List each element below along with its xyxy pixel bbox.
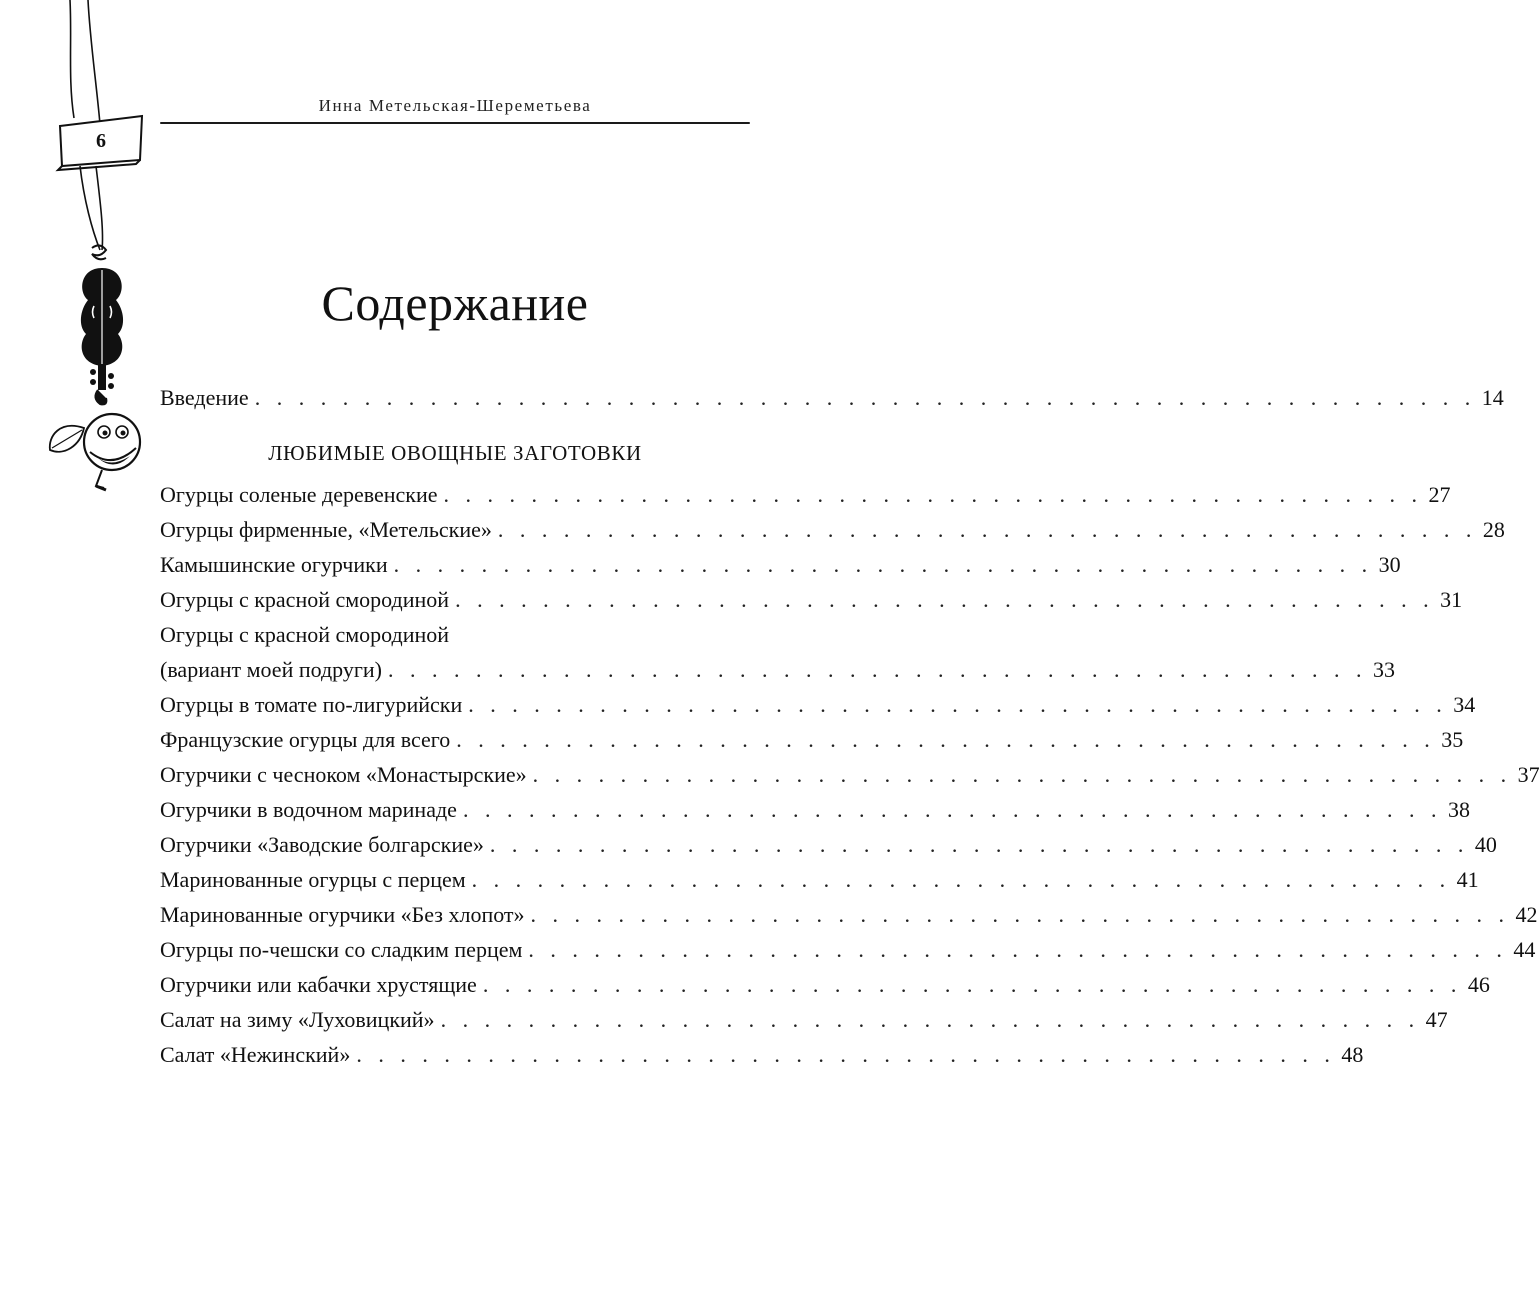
toc-entry-page: 14 <box>1481 385 1504 410</box>
toc-entry-label: Огурчики «Заводские болгарские» <box>160 832 484 857</box>
toc-entry-label: Огурчики или кабачки хрустящие <box>160 972 477 997</box>
toc-entry-page: 44 <box>1513 937 1536 962</box>
toc-entry-page: 38 <box>1447 797 1470 822</box>
toc-entry-page: 27 <box>1428 482 1451 507</box>
toc-leader-dots: . . . . . . . . . . . . . . . . . . . . . . . . . . . . . . . . . . . . . . . . . . . . . <box>530 902 1510 927</box>
toc-entry-label: Маринованные огурцы с перцем <box>160 867 466 892</box>
toc-leader-dots: . . . . . . . . . . . . . . . . . . . . . . . . . . . . . . . . . . . . . . . . . . . . . <box>455 587 1435 612</box>
toc-leader-dots: . . . . . . . . . . . . . . . . . . . . . . . . . . . . . . . . . . . . . . . . . . . . . <box>443 482 1423 507</box>
toc-entry[interactable] <box>160 792 1470 827</box>
toc-leader-dots: . . . . . . . . . . . . . . . . . . . . . . . . . . . . . . . . . . . . . . . . . . . . . <box>356 1042 1336 1067</box>
toc-entry[interactable] <box>160 1002 1448 1037</box>
toc-entry-intro[interactable] <box>160 380 1504 415</box>
toc-entry-label-line1: Огурцы с красной смородиной <box>160 622 450 647</box>
toc-entry[interactable] <box>160 897 1538 932</box>
toc-entry-page: 31 <box>1440 587 1463 612</box>
toc-entry-label: Салат «Нежинский» <box>160 1042 351 1067</box>
toc-entry-page: 34 <box>1453 692 1476 717</box>
toc-entry-label: Огурцы по-чешски со сладким перцем <box>160 937 523 962</box>
toc-entry-page: 33 <box>1373 657 1396 682</box>
toc-entry[interactable] <box>160 547 1401 582</box>
page-title: Содержание <box>321 274 589 331</box>
toc-entry[interactable] <box>160 862 1479 897</box>
toc-leader-dots: . . . . . . . . . . . . . . . . . . . . . . . . . . . . . . . . . . . . . . . . . . . . . <box>482 972 1462 997</box>
toc-entry-label: Маринованные огурчики «Без хлопот» <box>160 902 525 927</box>
toc-entry[interactable] <box>160 827 1497 862</box>
toc-leader-dots: . . . . . . . . . . . . . . . . . . . . . . . . . . . . . . . . . . . . . . . . . . . . . <box>440 1007 1420 1032</box>
toc-entry-label: Огурцы соленые деревенские <box>160 482 438 507</box>
page-number: 6 <box>96 129 106 152</box>
toc-entry[interactable] <box>160 722 1464 757</box>
toc-entry-page: 42 <box>1515 902 1538 927</box>
toc-entry-page: 30 <box>1378 552 1401 577</box>
toc-entry-page: 35 <box>1441 727 1464 752</box>
toc-entry[interactable] <box>160 1037 1364 1072</box>
toc-entry[interactable] <box>160 932 1536 967</box>
header-rule <box>160 122 750 124</box>
toc-entry-page: 47 <box>1425 1007 1448 1032</box>
toc-entry-label: Камышинские огурчики <box>160 552 388 577</box>
toc-entry-label: Огурцы в томате по-лигурийски <box>160 692 463 717</box>
toc-entry[interactable] <box>160 582 1463 617</box>
toc-leader-dots: . . . . . . . . . . . . . . . . . . . . . . . . . . . . . . . . . . . . . . . . . . . . . <box>532 762 1512 787</box>
toc-leader-dots: . . . . . . . . . . . . . . . . . . . . . . . . . . . . . . . . . . . . . . . . . . . . . <box>471 867 1451 892</box>
toc-leader-dots: . . . . . . . . . . . . . . . . . . . . . . . . . . . . . . . . . . . . . . . . . . . . . <box>456 727 1436 752</box>
toc-entry-label: Салат на зиму «Луховицкий» <box>160 1007 435 1032</box>
toc-entry-label: Огурцы фирменные, «Метельские» <box>160 517 492 542</box>
violin-fruit-illustration <box>40 0 160 500</box>
toc-entry-label: Французские огурцы для всего <box>160 727 451 752</box>
table-of-contents <box>160 380 1540 1072</box>
toc-entry-label: Введение <box>160 385 249 410</box>
toc-leader-dots: . . . . . . . . . . . . . . . . . . . . . . . . . . . . . . . . . . . . . . . . . . . . . <box>497 517 1477 542</box>
toc-entry[interactable] <box>160 687 1476 722</box>
toc-leader-dots: . . . . . . . . . . . . . . . . . . . . . . . . . . . . . . . . . . . . . . . . . . . . . . . . . . . . . . . . <box>254 385 1476 410</box>
toc-entry[interactable] <box>160 512 1505 547</box>
toc-leader-dots: . . . . . . . . . . . . . . . . . . . . . . . . . . . . . . . . . . . . . . . . . . . . . <box>393 552 1373 577</box>
toc-leader-dots: . . . . . . . . . . . . . . . . . . . . . . . . . . . . . . . . . . . . . . . . . . . . . <box>388 657 1368 682</box>
toc-leader-dots: . . . . . . . . . . . . . . . . . . . . . . . . . . . . . . . . . . . . . . . . . . . . . <box>468 692 1448 717</box>
section-heading: ЛЮБИМЫЕ ОВОЩНЫЕ ЗАГОТОВКИ <box>268 441 642 465</box>
toc-entry-page: 46 <box>1467 972 1490 997</box>
running-header-author: Инна Метельская-Шереметьева <box>318 96 592 115</box>
toc-entry-label: (вариант моей подруги) <box>160 657 383 682</box>
toc-entry[interactable] <box>160 757 1540 792</box>
toc-entry-page: 37 <box>1517 762 1540 787</box>
toc-entry-page: 40 <box>1474 832 1497 857</box>
toc-entry-page: 28 <box>1482 517 1505 542</box>
toc-entry[interactable] <box>160 967 1490 1002</box>
toc-entry-page: 48 <box>1341 1042 1364 1067</box>
toc-entry-page: 41 <box>1456 867 1479 892</box>
toc-entry-label: Огурчики с чесноком «Монастырские» <box>160 762 527 787</box>
toc-leader-dots: . . . . . . . . . . . . . . . . . . . . . . . . . . . . . . . . . . . . . . . . . . . . . <box>528 937 1508 962</box>
toc-entry[interactable] <box>160 477 1451 512</box>
toc-entry-label: Огурцы с красной смородиной <box>160 587 450 612</box>
toc-section-entries <box>160 477 1540 1072</box>
toc-entry-label: Огурчики в водочном маринаде <box>160 797 457 822</box>
toc-leader-dots: . . . . . . . . . . . . . . . . . . . . . . . . . . . . . . . . . . . . . . . . . . . . . <box>489 832 1469 857</box>
toc-leader-dots: . . . . . . . . . . . . . . . . . . . . . . . . . . . . . . . . . . . . . . . . . . . . . <box>462 797 1442 822</box>
toc-entry[interactable] <box>160 652 1396 687</box>
